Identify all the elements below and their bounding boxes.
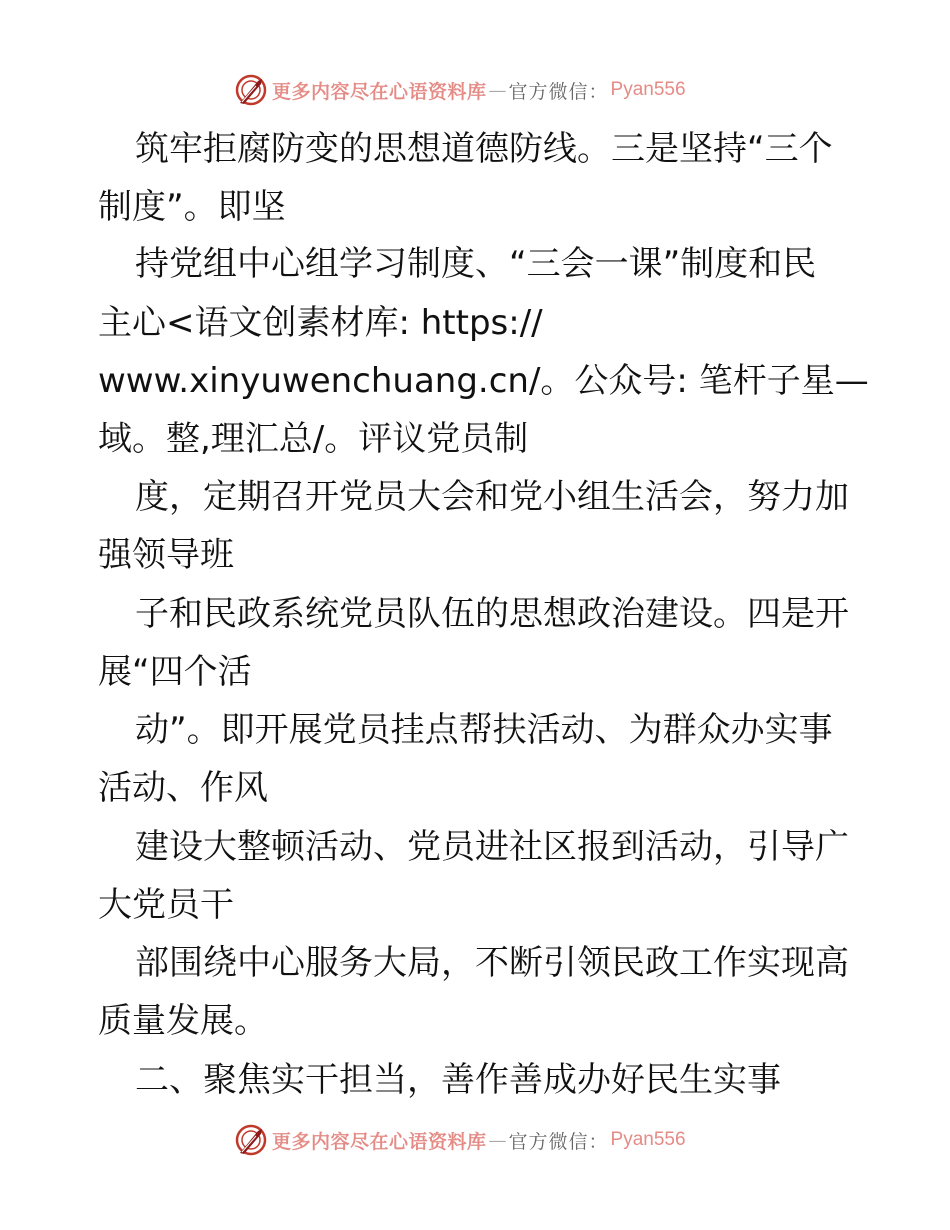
text-line: 强领导班 [98,535,234,575]
watermark-account: Pyan556 [610,79,686,100]
text-line: 度，定期召开党员大会和党小组生活会，努力加 [135,477,849,517]
quill-logo-icon [234,1123,268,1157]
watermark-label: 官方微信： [508,80,609,103]
watermark-account: Pyan556 [610,1129,686,1150]
quill-logo-icon [234,73,268,107]
header-watermark [234,72,686,108]
text-line: 建设大整顿活动、党员进社区报到活动，引导广 [135,827,849,867]
text-line: 质量发展。 [98,1001,268,1041]
text-line: 制度”。即坚 [98,187,286,227]
watermark-separator: — [488,1129,507,1151]
watermark-label: 官方微信： [508,1130,609,1153]
section-heading: 二、聚焦实干担当，善作善成办好民生实事 [135,1060,781,1100]
text-line: 部围绕中心服务大局，不断引领民政工作实现高 [135,943,849,983]
footer-watermark [234,1122,686,1158]
watermark-brand: 更多内容尽在心语资料库 [272,80,487,103]
text-line: 持党组中心组学习制度、“三会一课”制度和民 [135,244,817,284]
text-line: www.xinyuwenchuang.cn/。公众号: 笔杆子星— [98,361,869,401]
watermark-brand: 更多内容尽在心语资料库 [272,1130,487,1153]
text-line: 域。整,理汇总/。评议党员制 [98,419,529,459]
text-line: 活动、作风 [98,768,268,808]
text-line: 动”。即开展党员挂点帮扶活动、为群众办实事 [135,710,833,750]
text-line: 主心<语文创素材库: https:// [98,303,543,343]
text-line: 筑牢拒腐防变的思想道德防线。三是坚持“三个 [135,129,833,169]
text-line: 展“四个活 [98,652,252,692]
text-line: 子和民政系统党员队伍的思想政治建设。四是开 [135,594,849,634]
watermark-separator: — [488,79,507,101]
text-line: 大党员干 [98,885,234,925]
